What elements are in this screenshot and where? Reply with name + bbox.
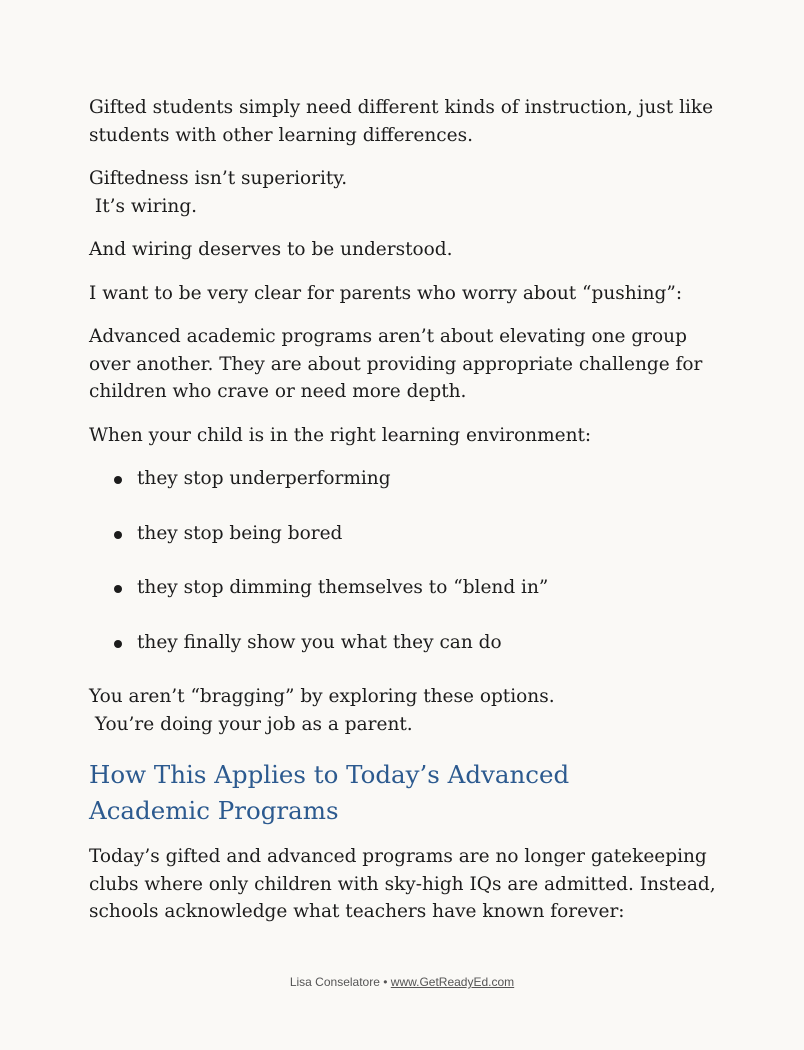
paragraph-wiring: And wiring deserves to be understood.	[89, 239, 453, 260]
bullet-icon	[114, 640, 122, 648]
benefits-list	[89, 465, 729, 656]
paragraph-parents-pushing: I want to be very clear for parents who worry about “pushing”:	[89, 282, 683, 304]
list-item-text: they finally show you what they can do	[137, 631, 502, 653]
bragging-line-2: You’re doing your job as a parent.	[94, 713, 413, 735]
paragraph-advanced-programs: Advanced academic programs aren’t about elevating one group over another. They are about providing appropriate challenge for children who crave or need more depth.	[89, 326, 703, 402]
bullet-icon	[114, 476, 122, 484]
list-item-text: they stop underperforming	[137, 468, 391, 489]
giftedness-line-1: Giftedness isn’t superiority.	[89, 168, 348, 189]
footer-separator: •	[383, 975, 388, 989]
paragraph-learning-environment: When your child is in the right learning environment:	[89, 424, 592, 446]
section-heading: How This Applies to Today’s Advanced Academic Programs	[89, 760, 570, 825]
footer-website-link[interactable]: www.GetReadyEd.com	[390, 975, 515, 989]
list-item-text: they stop dimming themselves to “blend in”	[137, 577, 549, 598]
list-item	[114, 574, 729, 602]
giftedness-line-2: It’s wiring.	[94, 195, 198, 217]
bullet-icon	[114, 585, 122, 593]
paragraph-giftedness	[89, 165, 729, 220]
paragraph-gifted-instruction: Gifted students simply need different kinds of instruction, just like students with other learning differences.	[89, 97, 714, 146]
bullet-icon	[114, 531, 122, 539]
document-body	[89, 94, 729, 926]
paragraph-todays-programs: Today’s gifted and advanced programs are no longer gatekeeping clubs where only children with sky-high IQs are admitted. Instead, schools acknowledge what teachers have known forever:	[89, 846, 716, 922]
list-item-text: they stop being bored	[137, 522, 343, 544]
list-item	[114, 629, 729, 657]
list-item	[114, 520, 729, 548]
paragraph-bragging	[89, 683, 729, 738]
footer-author: Lisa Conselatore	[289, 975, 380, 989]
bragging-line-1: You aren’t “bragging” by exploring these options.	[89, 686, 555, 707]
page-footer	[0, 975, 804, 989]
list-item	[114, 465, 729, 493]
